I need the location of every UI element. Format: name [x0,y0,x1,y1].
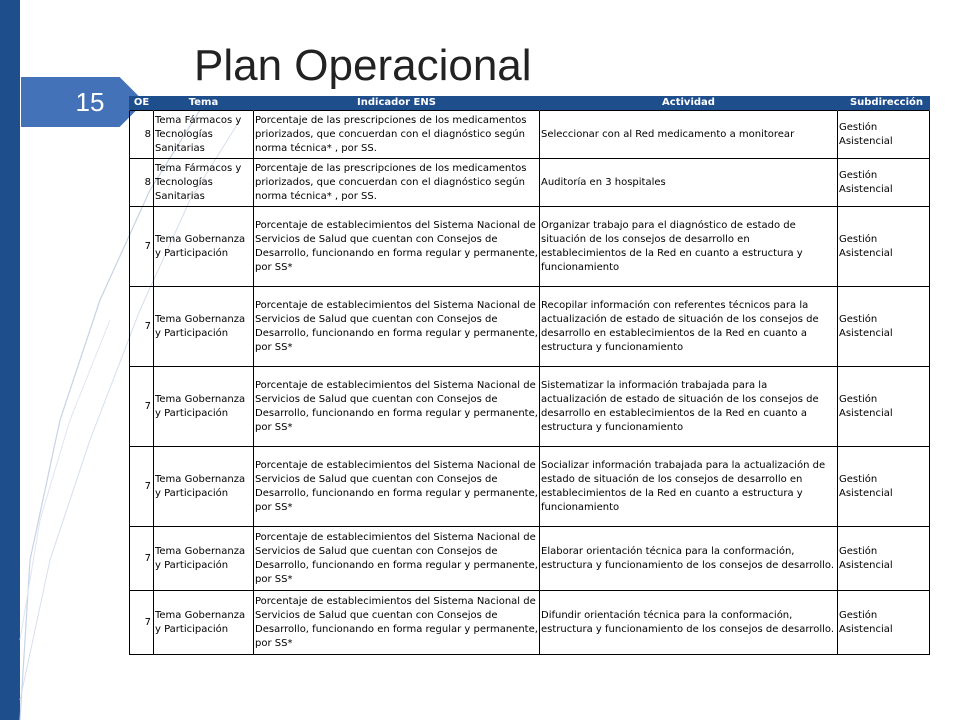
cell-subdireccion: Gestión Asistencial [838,287,930,367]
left-accent-bar [0,0,20,720]
slide-number: 15 [75,87,105,117]
cell-tema: Tema Gobernanza y Participación [154,527,254,591]
table-row [130,447,930,527]
cell-subdireccion: Gestión Asistencial [838,447,930,527]
cell-tema: Tema Gobernanza y Participación [154,591,254,655]
cell-indicador: Porcentaje de establecimientos del Sistema Nacional de Servicios de Salud que cuentan con Consejos de Desarrollo, funcionando en forma regular y permanente, por SS* [254,447,540,527]
cell-actividad: Difundir orientación técnica para la conformación, estructura y funcionamiento de los consejos de desarrollo. [540,591,838,655]
cell-subdireccion: Gestión Asistencial [838,207,930,287]
cell-indicador: Porcentaje de establecimientos del Sistema Nacional de Servicios de Salud que cuentan con Consejos de Desarrollo, funcionando en forma regular y permanente, por SS* [254,207,540,287]
cell-subdireccion: Gestión Asistencial [838,111,930,159]
cell-indicador: Porcentaje de establecimientos del Sistema Nacional de Servicios de Salud que cuentan con Consejos de Desarrollo, funcionando en forma regular y permanente, por SS* [254,287,540,367]
cell-actividad: Recopilar información con referentes técnicos para la actualización de estado de situación de los consejos de desarrollo en establecimientos de la Red en cuanto a estructura y funcionamiento [540,287,838,367]
cell-subdireccion: Gestión Asistencial [838,367,930,447]
plan-table [129,96,930,655]
table-row [130,159,930,207]
cell-indicador: Porcentaje de establecimientos del Sistema Nacional de Servicios de Salud que cuentan con Consejos de Desarrollo, funcionando en forma regular y permanente, por SS* [254,591,540,655]
cell-actividad: Auditoría en 3 hospitales [540,159,838,207]
cell-oe: 7 [130,207,154,287]
table-row [130,367,930,447]
cell-indicador: Porcentaje de las prescripciones de los medicamentos priorizados, que concuerdan con el diagnóstico según norma técnica* , por SS. [254,111,540,159]
header-oe: OE [130,96,154,111]
table-header-row [130,96,930,111]
cell-tema: Tema Gobernanza y Participación [154,447,254,527]
header-actividad: Actividad [540,96,838,111]
table-row [130,207,930,287]
cell-oe: 8 [130,111,154,159]
header-indicador: Indicador ENS [254,96,540,111]
cell-oe: 7 [130,527,154,591]
cell-subdireccion: Gestión Asistencial [838,527,930,591]
cell-subdireccion: Gestión Asistencial [838,591,930,655]
cell-actividad: Organizar trabajo para el diagnóstico de estado de situación de los consejos de desarrollo en establecimientos de la Red en cuanto a estructura y funcionamiento [540,207,838,287]
cell-actividad: Sistematizar la información trabajada para la actualización de estado de situación de los consejos de desarrollo en establecimientos de la Red en cuanto a estructura y funcionamiento [540,367,838,447]
cell-oe: 7 [130,367,154,447]
cell-indicador: Porcentaje de establecimientos del Sistema Nacional de Servicios de Salud que cuentan con Consejos de Desarrollo, funcionando en forma regular y permanente, por SS* [254,367,540,447]
cell-actividad: Elaborar orientación técnica para la conformación, estructura y funcionamiento de los consejos de desarrollo. [540,527,838,591]
table-row [130,591,930,655]
cell-subdireccion: Gestión Asistencial [838,159,930,207]
cell-actividad: Socializar información trabajada para la actualización de estado de situación de los consejos de desarrollo en establecimientos de la Red en cuanto a estructura y funcionamiento [540,447,838,527]
cell-tema: Tema Fármacos y Tecnologías Sanitarias [154,159,254,207]
table-row [130,527,930,591]
cell-tema: Tema Gobernanza y Participación [154,287,254,367]
cell-tema: Tema Fármacos y Tecnologías Sanitarias [154,111,254,159]
cell-indicador: Porcentaje de las prescripciones de los medicamentos priorizados, que concuerdan con el diagnóstico según norma técnica* , por SS. [254,159,540,207]
header-subdireccion: Subdirección [838,96,930,111]
cell-oe: 8 [130,159,154,207]
header-tema: Tema [154,96,254,111]
cell-oe: 7 [130,591,154,655]
cell-oe: 7 [130,447,154,527]
cell-tema: Tema Gobernanza y Participación [154,367,254,447]
cell-tema: Tema Gobernanza y Participación [154,207,254,287]
cell-oe: 7 [130,287,154,367]
table-row [130,111,930,159]
page-title: Plan Operacional [194,41,532,90]
cell-actividad: Seleccionar con al Red medicamento a monitorear [540,111,838,159]
cell-indicador: Porcentaje de establecimientos del Sistema Nacional de Servicios de Salud que cuentan con Consejos de Desarrollo, funcionando en forma regular y permanente, por SS* [254,527,540,591]
table-row [130,287,930,367]
